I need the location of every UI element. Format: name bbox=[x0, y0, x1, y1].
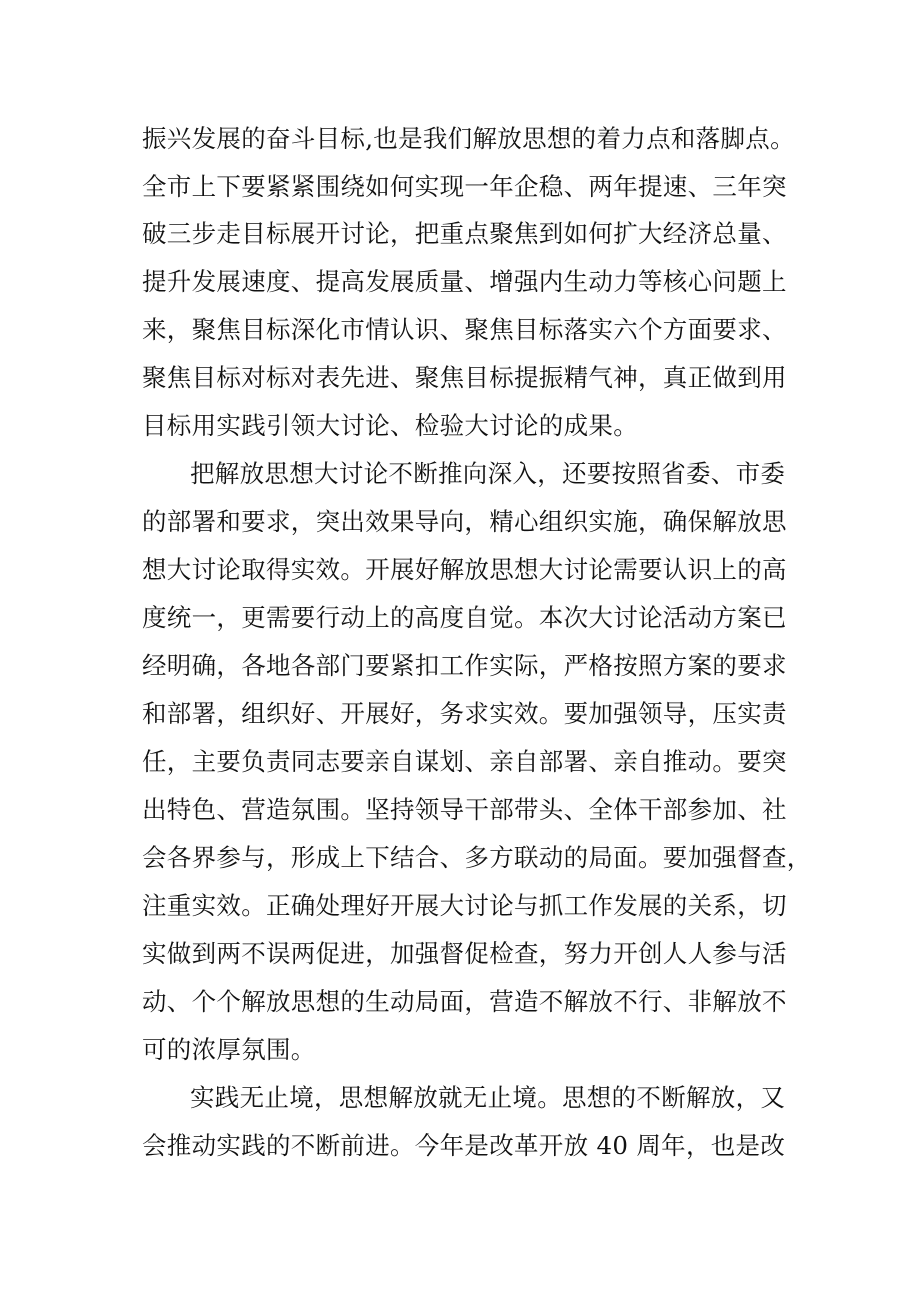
text-line: 目标用实践引领大讨论、检验大讨论的成果。 bbox=[142, 411, 638, 440]
paragraph-first-line: 把解放思想大讨论不断推向深入，还要按照省委、市委 bbox=[190, 459, 786, 488]
text-line: 动、个个解放思想的生动局面，营造不解放不行、非解放不 bbox=[142, 987, 787, 1016]
text-line: 经明确，各地各部门要紧扣工作实际，严格按照方案的要求 bbox=[142, 651, 787, 680]
text-line: 度统一，更需要行动上的高度自觉。本次大讨论活动方案已 bbox=[142, 603, 787, 632]
text-line: 来，聚焦目标深化市情认识、聚焦目标落实六个方面要求、 bbox=[142, 315, 787, 344]
text-line: 会推动实践的不断前进。今年是改革开放 40 周年，也是改 bbox=[142, 1131, 786, 1160]
text-line: 的部署和要求，突出效果导向，精心组织实施，确保解放思 bbox=[142, 507, 787, 536]
text-line: 注重实效。正确处理好开展大讨论与抓工作发展的关系，切 bbox=[142, 891, 787, 920]
text-line: 和部署，组织好、开展好，务求实效。要加强领导，压实责 bbox=[142, 699, 787, 728]
text-line: 任，主要负责同志要亲自谋划、亲自部署、亲自推动。要突 bbox=[142, 747, 787, 776]
text-line: 出特色、营造氛围。坚持领导干部带头、全体干部参加、社 bbox=[142, 795, 787, 824]
text-line: 聚焦目标对标对表先进、聚焦目标提振精气神，真正做到用 bbox=[142, 363, 787, 392]
text-line: 振兴发展的奋斗目标,也是我们解放思想的着力点和落脚点。 bbox=[142, 124, 795, 153]
text-line: 可的浓厚氛围。 bbox=[142, 1035, 316, 1064]
text-line: 实做到两不误两促进，加强督促检查，努力开创人人参与活 bbox=[142, 939, 787, 968]
text-line: 破三步走目标展开讨论，把重点聚焦到如何扩大经济总量、 bbox=[142, 219, 787, 248]
text-line: 全市上下要紧紧围绕如何实现一年企稳、两年提速、三年突 bbox=[142, 172, 787, 201]
text-line: 会各界参与，形成上下结合、多方联动的局面。要加强督查， bbox=[142, 843, 812, 872]
text-line: 想大讨论取得实效。开展好解放思想大讨论需要认识上的高 bbox=[142, 555, 787, 584]
text-line: 提升发展速度、提高发展质量、增强内生动力等核心问题上 bbox=[142, 267, 787, 296]
paragraph-first-line: 实践无止境，思想解放就无止境。思想的不断解放，又 bbox=[190, 1083, 786, 1112]
